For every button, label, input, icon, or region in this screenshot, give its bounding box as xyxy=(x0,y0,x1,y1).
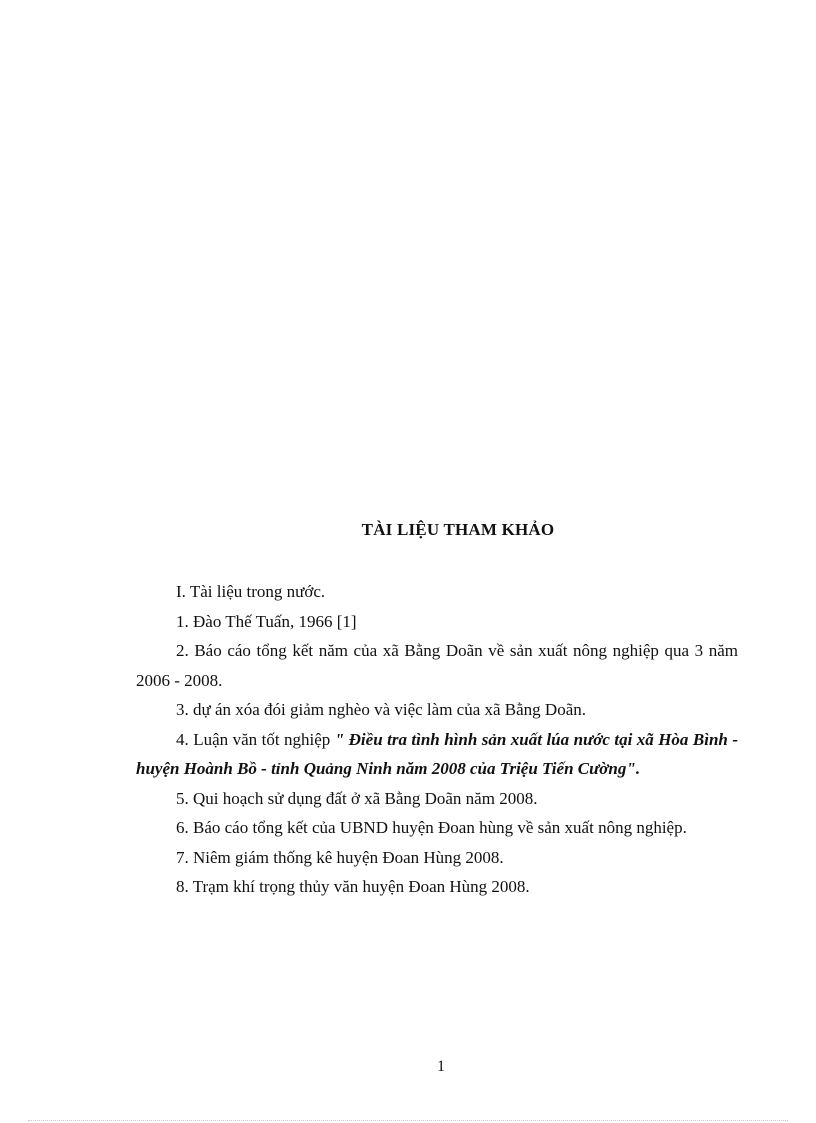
page-title: TÀI LIỆU THAM KHẢO xyxy=(361,520,555,539)
reference-item: 2. Báo cáo tổng kết năm của xã Bằng Doãn về sản xuất nông nghiệp qua 3 năm 2006 - 2008. xyxy=(136,641,738,690)
reference-item: 8. Trạm khí trọng thủy văn huyện Đoan Hùng 2008. xyxy=(176,877,530,896)
reference-item: 1. Đào Thế Tuấn, 1966 [1] xyxy=(176,611,357,631)
section-heading: I. Tài liệu trong nước. xyxy=(176,582,326,601)
reference-item: 6. Báo cáo tổng kết của UBND huyện Đoan hùng về sản xuất nông nghiệp. xyxy=(176,818,687,837)
reference-prefix: 4. Luận văn tốt nghiệp xyxy=(176,729,335,749)
reference-item: 7. Niêm giám thống kê huyện Đoan Hùng 2008. xyxy=(176,847,504,867)
reference-item xyxy=(136,725,738,784)
reference-item: 5. Qui hoạch sử dụng đất ở xã Bằng Doãn năm 2008. xyxy=(176,788,538,808)
page-number: 1 xyxy=(437,1058,445,1075)
reference-item: 3. dự án xóa đói giảm nghèo và việc làm của xã Bằng Doãn. xyxy=(176,700,587,719)
page-bottom-divider xyxy=(28,1120,788,1121)
reference-list xyxy=(136,577,738,902)
reference-title: " Điều tra tình hình sản xuất lúa nước tại xã Hòa Bình - huyện Hoành Bồ - tỉnh Quảng Ninh năm 2008 của Triệu Tiến Cường". xyxy=(136,729,738,778)
